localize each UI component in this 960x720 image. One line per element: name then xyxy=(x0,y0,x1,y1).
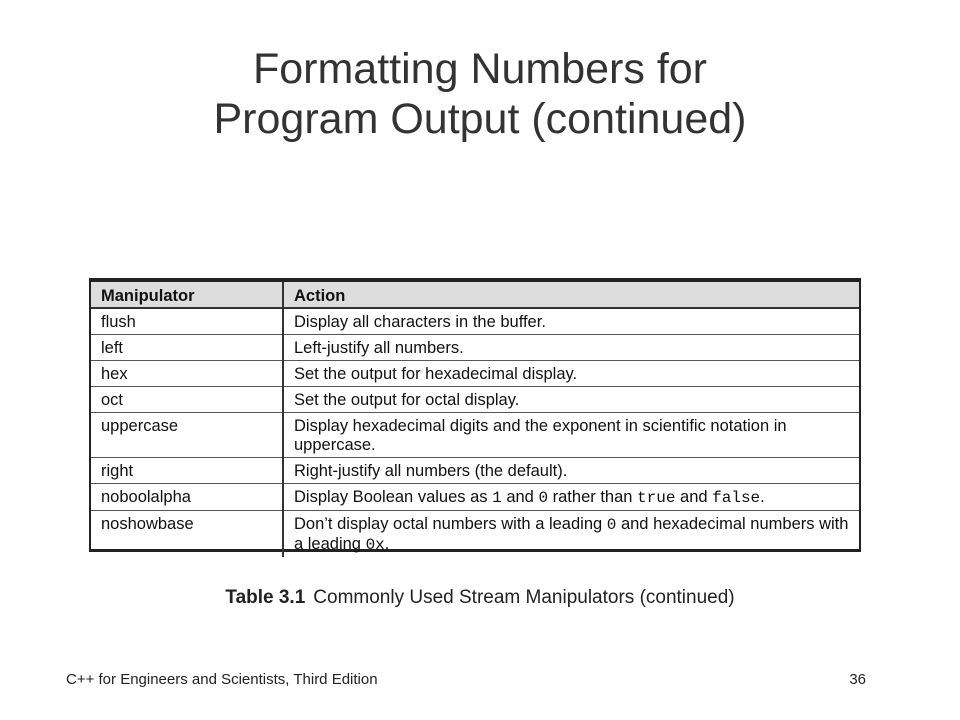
slide-title-line1: Formatting Numbers for xyxy=(252,45,708,93)
table-row xyxy=(91,361,859,387)
manipulator-cell: flush xyxy=(91,308,283,335)
table-row xyxy=(91,458,859,484)
table-body xyxy=(91,308,859,557)
action-code: 0 xyxy=(538,489,549,507)
slide-title-line2: Program Output (continued) xyxy=(213,95,747,143)
action-code: 1 xyxy=(492,489,502,507)
manipulator-cell: noboolalpha xyxy=(91,484,283,511)
manipulator-cell: uppercase xyxy=(91,413,283,458)
table-row xyxy=(91,484,859,511)
action-code: 0 xyxy=(606,516,617,534)
table xyxy=(91,282,859,557)
action-cell xyxy=(283,335,859,361)
caption-label: Table 3.1 xyxy=(225,587,306,608)
table-header-row xyxy=(91,282,859,308)
table-row xyxy=(91,413,859,458)
action-cell xyxy=(283,387,859,413)
action-text: Display hexadecimal digits and the exponent in scientific notation in uppercase. xyxy=(294,417,787,454)
table-row xyxy=(91,335,859,361)
action-text: Don’t display octal numbers with a leading xyxy=(294,515,607,533)
action-text: Set the output for hexadecimal display. xyxy=(294,365,578,383)
action-text: and hexadecimal numbers with a leading xyxy=(294,515,849,553)
action-cell xyxy=(283,413,859,458)
footer-page-number: 36 xyxy=(849,671,866,688)
action-code: true xyxy=(637,489,676,507)
caption-text: Commonly Used Stream Manipulators (continued) xyxy=(313,587,735,608)
table-caption xyxy=(0,587,960,609)
action-text: rather than xyxy=(548,488,638,506)
manipulator-cell: left xyxy=(91,335,283,361)
action-cell xyxy=(283,511,859,558)
action-text: Left-justify all numbers. xyxy=(294,339,464,357)
footer-book-title: C++ for Engineers and Scientists, Third Edition xyxy=(66,671,378,688)
action-cell xyxy=(283,308,859,335)
table-row xyxy=(91,387,859,413)
manipulator-cell: right xyxy=(91,458,283,484)
action-text: and xyxy=(501,488,539,506)
manipulator-cell: hex xyxy=(91,361,283,387)
manipulators-table xyxy=(89,278,861,552)
table-row xyxy=(91,308,859,335)
manipulator-cell: oct xyxy=(91,387,283,413)
slide-title xyxy=(0,44,960,144)
action-code: 0x xyxy=(365,536,385,554)
action-cell xyxy=(283,361,859,387)
action-text: and xyxy=(675,488,713,506)
action-text: Right-justify all numbers (the default). xyxy=(294,462,568,480)
action-text: . xyxy=(760,488,765,506)
action-cell xyxy=(283,458,859,484)
header-action: Action xyxy=(283,282,859,308)
action-text: . xyxy=(384,535,390,553)
action-text: Set the output for octal display. xyxy=(294,391,520,409)
manipulator-cell: noshowbase xyxy=(91,511,283,558)
table-row xyxy=(91,511,859,558)
action-text: Display Boolean values as xyxy=(294,488,493,506)
header-manipulator: Manipulator xyxy=(91,282,283,308)
action-text: Display all characters in the buffer. xyxy=(294,313,546,331)
action-cell xyxy=(283,484,859,511)
action-code: false xyxy=(712,489,761,507)
